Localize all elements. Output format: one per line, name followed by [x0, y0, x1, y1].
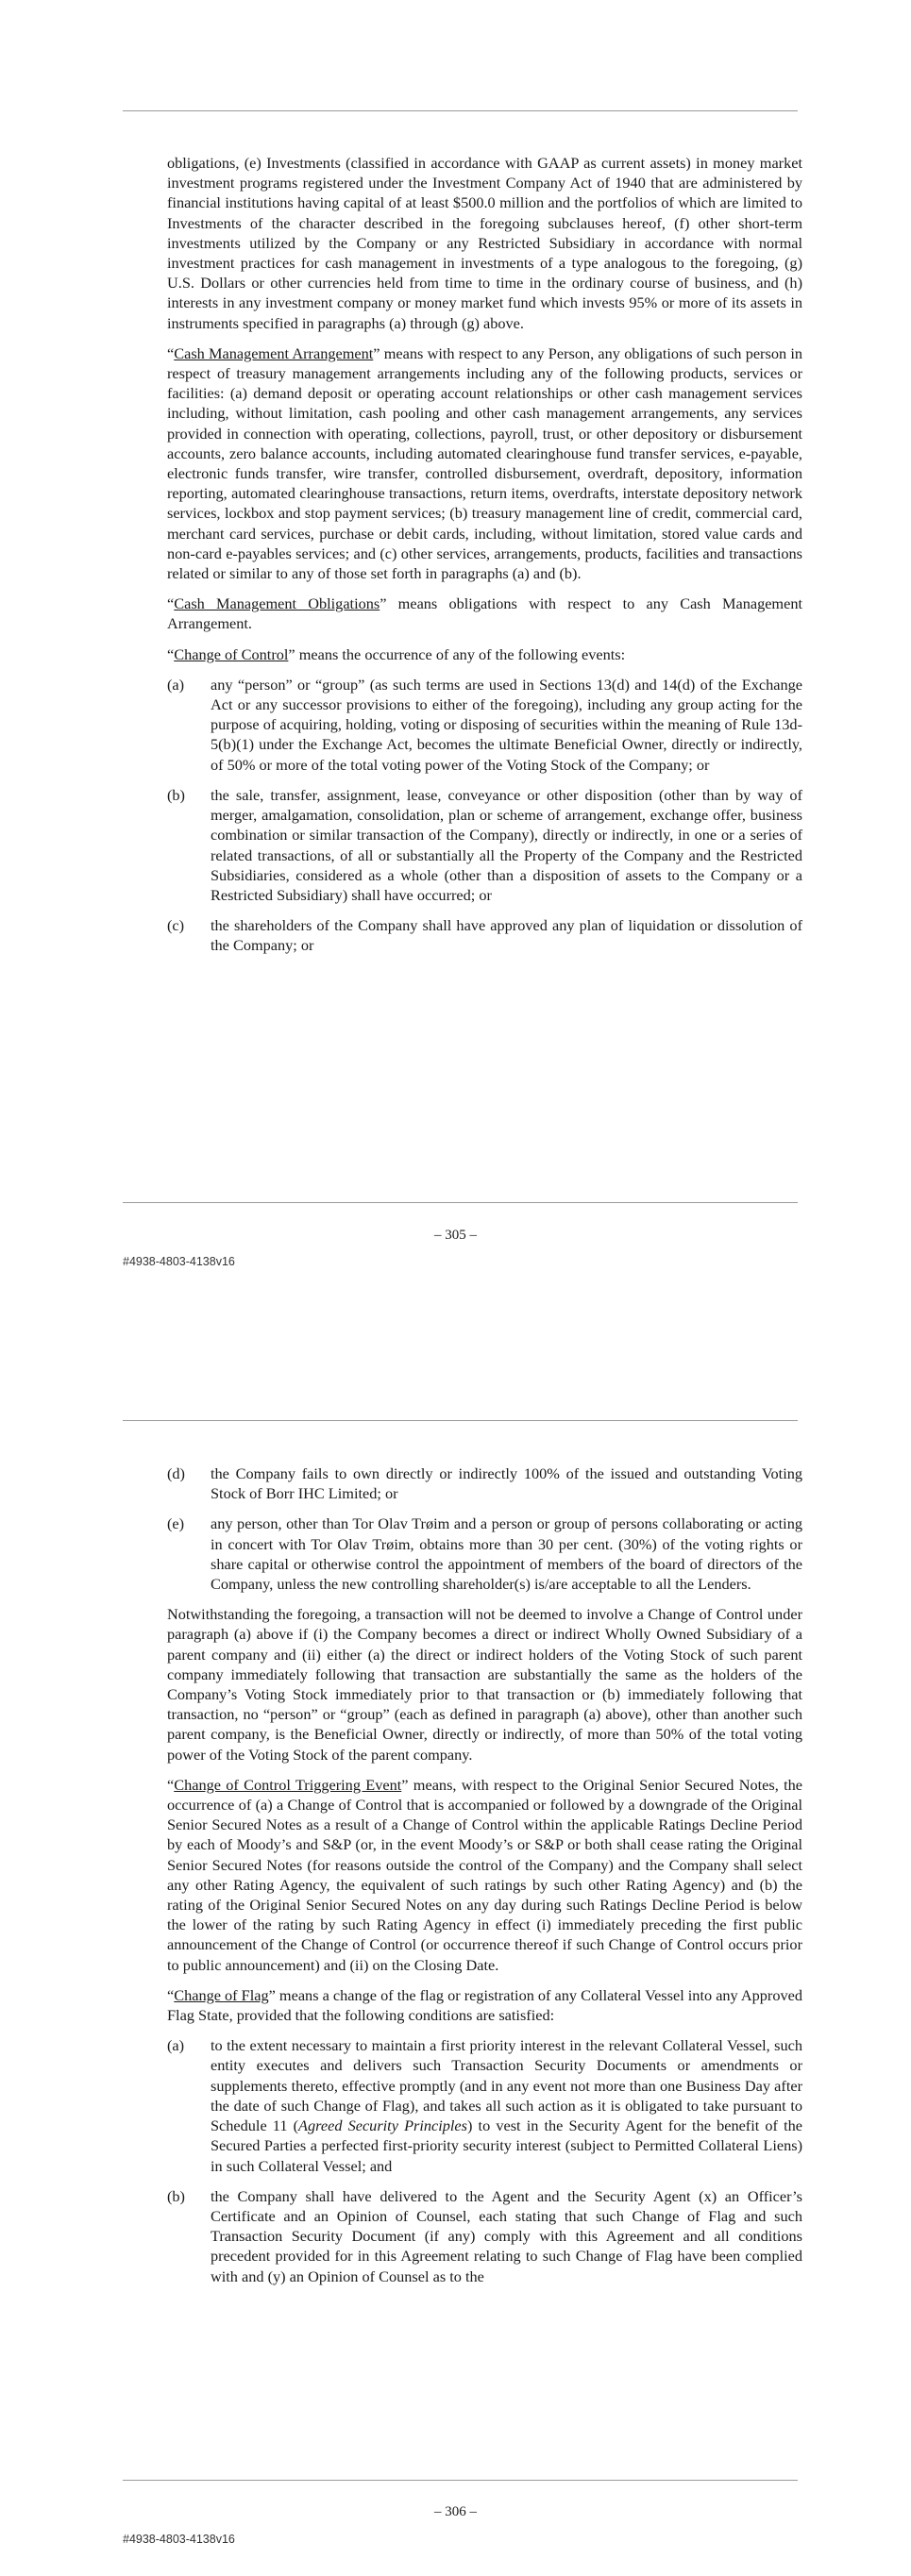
- defined-term: Change of Control Triggering Event: [174, 1775, 402, 1794]
- definition-change-of-control: “Change of Control” means the occurrence of any of the following events:: [167, 644, 626, 663]
- schedule-title: Agreed Security Principles: [298, 2116, 467, 2135]
- item-label: (a): [167, 2036, 185, 2055]
- item-text: any “person” or “group” (as such terms are used in Sections 13(d) and 14(d) of the Exchange Act or any successor provisions to either of the foregoing), including any group acting for the purpose of acquiring, holding, voting or disposing of securities within the meaning of Rule 13d-5(b)(1) under the Exchange Act, becomes the ultimate Beneficial Owner, directly or indirectly, of 50% or more of the total voting power of the Voting Stock of the Company; or: [211, 675, 802, 774]
- definition-text: means, with respect to the Original Senior Secured Notes, the occurrence of (a) a Change of Control that is accompanied or followed by a downgrade of the Original Senior Secured Notes as a result of a Change of Control within the applicable Ratings Decline Period by each of Moody’s and S&P (or, in the event Moody’s or S&P or both shall cease rating the Original Senior Secured Notes (for reasons outside the control of the Company) and the Company shall select any other Rating Agency, the equivalent of such ratings by such other Rating Agency) and (b) the rating of the Original Senior Secured Notes on any day during such Ratings Decline Period is below the lower of the rating by such Rating Agency in effect (i) immediately preceding the first public announcement of the Change of Control (or occurrence thereof if such Change of Control occurs prior to public announcement) and (ii) on the Closing Date.: [167, 1775, 803, 1974]
- page-body: [167, 153, 802, 966]
- item-label: (d): [167, 1464, 185, 1482]
- defined-term: Cash Management Obligations: [174, 594, 380, 613]
- defined-term: Change of Flag: [174, 1985, 269, 2004]
- definition-text: means the occurrence of any of the following events:: [295, 644, 626, 663]
- list-item: [167, 2186, 802, 2286]
- item-text-part: to the extent necessary to maintain a first priority interest in the relevant Collateral Vessel, such entity executes and delivers such Transaction Security Documents or amendments or supplements thereto, effective promptly (and in any event not more than one Business Day after the date of such Change of Flag), and takes all such action as it is obligated to take pursuant to Schedule 11 (: [211, 2036, 802, 2135]
- list-item: [167, 915, 802, 955]
- item-text: the shareholders of the Company shall have approved any plan of liquidation or dissolution of the Company; or: [211, 916, 802, 955]
- definition-change-of-flag: “Change of Flag” means a change of the flag or registration of any Collateral Vessel into any Approved Flag State, provided that the following conditions are satisfied:: [167, 1985, 802, 2025]
- page-body: [167, 1464, 802, 2297]
- footer-rule: [123, 2480, 798, 2481]
- item-label: (b): [167, 785, 185, 804]
- list-item: [167, 1464, 802, 1503]
- header-rule: [123, 1420, 798, 1421]
- page-number: – 306 –: [434, 2504, 477, 2519]
- item-label: (e): [167, 1514, 185, 1533]
- paragraph-investments: obligations, (e) Investments (classified in accordance with GAAP as current assets) in money market investment programs registered under the Investment Company Act of 1940 that are administered by financial institutions having capital of at least $500.0 million and the portfolios of which are limited to Investments of the character described in the foregoing subclauses hereof, (f) other short-term investments utilized by the Company or any Restricted Subsidiary in accordance with normal investment practices for cash management in investments of a type analogous to the foregoing, (g) U.S. Dollars or other currencies held from time to time in the ordinary course of business, and (h) interests in any investment company or money market fund which invests 95% or more of its assets in instruments specified in paragraphs (a) through (g) above.: [167, 154, 802, 332]
- definition-cash-management-arrangement: “Cash Management Arrangement” means with respect to any Person, any obligations of such person in respect of treasury management arrangements including any of the following products, services or facilities: (a) demand deposit or operating account relationships or other cash management services including, without limitation, cash pooling and other cash management arrangements, any services provided in connection with operating, collections, payroll, trust, or other depository or disbursement accounts, zero balance accounts, including automated clearinghouse fund transfer services, e-payable, electronic funds transfer, wire transfer, controlled disbursement, overdraft, depository, information reporting, automated clearinghouse transactions, return items, overdrafts, interstate depository network services, lockbox and stop payment services; (b) treasury management line of credit, commercial card, merchant card services, purchase or debit cards, including, without limitation, stored value cards and non-card e-payables services; and (c) other services, arrangements, products, facilities and transactions related or similar to any of those set forth in paragraphs (a) and (b).: [167, 343, 803, 583]
- list-item: [167, 785, 802, 905]
- header-rule: [123, 110, 798, 111]
- item-label: (a): [167, 675, 185, 694]
- item-text: the sale, transfer, assignment, lease, conveyance or other disposition (other than by way of merger, amalgamation, consolidation, plan or scheme of arrangement, exchange offer, business combination or similar transaction of the Company), directly or indirectly, in one or a series of related transactions, of all or substantially all the Property of the Company and the Restricted Subsidiaries, considered as a whole (other than a disposition of assets to the Company or a Restricted Subsidiary) shall have occurred; or: [211, 785, 802, 904]
- footer-rule: [123, 1202, 798, 1203]
- item-label: (c): [167, 916, 185, 935]
- defined-term: Change of Control: [174, 644, 289, 663]
- item-text: the Company shall have delivered to the Agent and the Security Agent (x) an Officer’s Certificate and an Opinion of Counsel, each stating that such Change of Flag and such Transaction Security Document (if any) comply with this Agreement and all conditions precedent provided for in this Agreement relating to such Change of Flag have been complied with and (y) an Opinion of Counsel as to the: [211, 2186, 802, 2285]
- defined-term: Cash Management Arrangement: [174, 343, 374, 362]
- list-item: [167, 675, 802, 775]
- list-item: [167, 1514, 802, 1594]
- item-text: the Company fails to own directly or indirectly 100% of the issued and outstanding Voting Stock of Borr IHC Limited; or: [211, 1464, 802, 1503]
- definition-change-of-control-triggering-event: “Change of Control Triggering Event” means, with respect to the Original Senior Secured Notes, the occurrence of (a) a Change of Control that is accompanied or followed by a downgrade of the Original Senior Secured Notes as a result of a Change of Control within the applicable Ratings Decline Period by each of Moody’s and S&P (or, in the event Moody’s or S&P or both shall cease rating the Original Senior Secured Notes (for reasons outside the control of the Company) and the Company shall select any other Rating Agency, the equivalent of such ratings by such other Rating Agency) and (b) the rating of the Original Senior Secured Notes on any day during such Ratings Decline Period is below the lower of the rating by such Rating Agency in effect (i) immediately preceding the first public announcement of the Change of Control (or occurrence thereof if such Change of Control occurs prior to public announcement) and (ii) on the Closing Date.: [167, 1775, 803, 1974]
- definition-text: means with respect to any Person, any obligations of such person in respect of treasury management arrangements including any of the following products, services or facilities: (a) demand deposit or operating account relationships or other cash management services including, without limitation, cash pooling and other cash management arrangements, any services provided in connection with operating, collections, payroll, trust, or other depository or disbursement accounts, zero balance accounts, including automated clearinghouse fund transfer services, e-payable, electronic funds transfer, wire transfer, controlled disbursement, overdraft, depository, information reporting, automated clearinghouse transactions, return items, overdrafts, interstate depository network services, lockbox and stop payment services; (b) treasury management line of credit, commercial card, merchant card services, purchase or debit cards, including, without limitation, stored value cards and non-card e-payables services; and (c) other services, arrangements, products, facilities and transactions related or similar to any of those set forth in paragraphs (a) and (b).: [167, 343, 803, 583]
- definition-cash-management-obligations: “Cash Management Obligations” means obligations with respect to any Cash Management Arrangement.: [167, 594, 802, 633]
- document-id: #4938-4803-4138v16: [123, 1255, 235, 1268]
- item-text-part: ) to vest in the Security Agent for the benefit of the Secured Parties a perfected first-priority security interest (subject to Permitted Collateral Liens) in such Collateral Vessel; and: [211, 2116, 802, 2175]
- item-label: (b): [167, 2186, 185, 2205]
- definition-text: means obligations with respect to any Cash Management Arrangement.: [167, 594, 802, 633]
- item-text: [211, 2035, 802, 2175]
- document-id: #4938-4803-4138v16: [123, 2533, 235, 2546]
- list-item: [167, 2035, 802, 2175]
- paragraph-notwithstanding: Notwithstanding the foregoing, a transaction will not be deemed to involve a Change of Control under paragraph (a) above if (i) the Company becomes a direct or indirect Wholly Owned Subsidiary of a parent company and (ii) either (a) the direct or indirect holders of the Voting Stock of such parent company immediately following that transaction are substantially the same as the holders of the Company’s Voting Stock immediately prior to that transaction or (b) immediately following that transaction, no “person” or “group” (each as defined in paragraph (a) above), other than another such parent company, is the Beneficial Owner, directly or indirectly, of more than 50% of the total voting power of the Voting Stock of the parent company.: [167, 1605, 802, 1764]
- page-number: – 305 –: [434, 1228, 477, 1243]
- page-306: [0, 1340, 911, 2576]
- definition-text: means a change of the flag or registration of any Collateral Vessel into any Approved Flag State, provided that the following conditions are satisfied:: [167, 1985, 802, 2025]
- item-text: any person, other than Tor Olav Trøim and a person or group of persons collaborating or acting in concert with Tor Olav Trøim, obtains more than 30 per cent. (30%) of the voting rights or share capital or otherwise control the appointment of members of the board of directors of the Company, unless the new controlling shareholder(s) is/are acceptable to all the Lenders.: [211, 1514, 802, 1594]
